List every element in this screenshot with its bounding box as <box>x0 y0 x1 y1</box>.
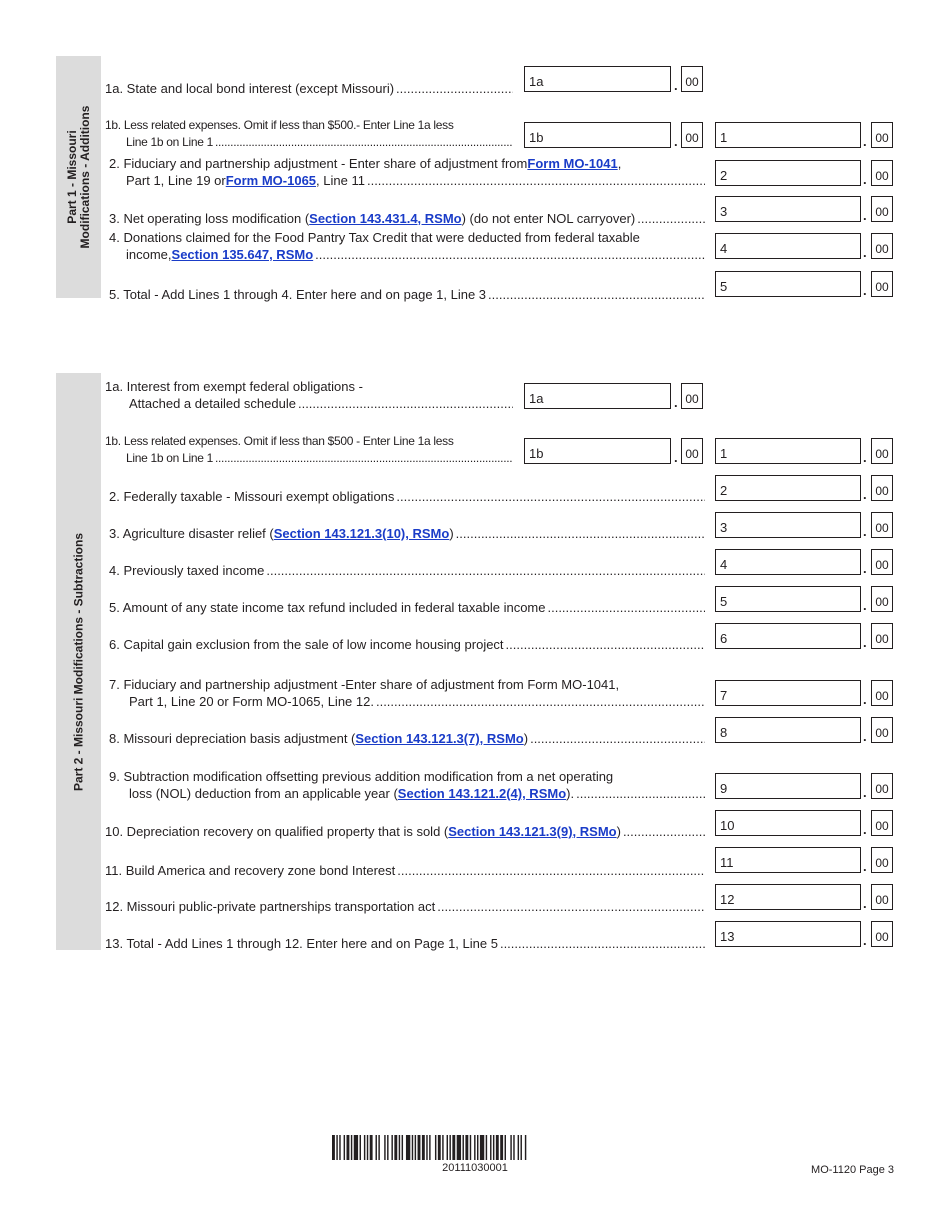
part2-line5-text: 5. Amount of any state income tax refund included in federal taxable income <box>109 600 546 615</box>
cents-text: 00 <box>875 280 889 294</box>
part2-line1b-text-l2: Line 1b on Line 1 <box>126 451 213 465</box>
part2-line1a-text-l1: 1a. Interest from exempt federal obligations - <box>105 379 363 394</box>
decimal-point: . <box>863 450 867 465</box>
part2-line7-text-l1: 7. Fiduciary and partnership adjustment -Enter share of adjustment from Form MO-1041, <box>109 677 620 692</box>
barcode-bar <box>500 1135 503 1160</box>
part2-line13-text: 13. Total - Add Lines 1 through 12. Enter here and on Page 1, Line 5 <box>105 936 498 951</box>
cents-text: 00 <box>875 893 889 907</box>
part2-line10-amount[interactable] <box>715 810 861 836</box>
cents-text: 00 <box>685 392 699 406</box>
barcode-bar <box>391 1135 392 1160</box>
section-135-647-link[interactable]: Section 135.647, RSMo <box>171 247 314 262</box>
barcode-bar <box>370 1135 373 1160</box>
part1-line5 <box>105 286 705 303</box>
decimal-point: . <box>674 134 678 149</box>
form-mo1065-link[interactable]: Form MO-1065 <box>225 173 317 188</box>
cents-text: 00 <box>685 131 699 145</box>
cents-text: 00 <box>875 856 889 870</box>
part2-line10 <box>105 823 705 840</box>
cents-text: 00 <box>875 484 889 498</box>
part1-line3-amount[interactable] <box>715 196 861 222</box>
part1-line1b <box>105 117 513 151</box>
part2-line1b-input[interactable] <box>524 438 671 464</box>
part2-line6-cents[interactable] <box>871 623 893 649</box>
part1-line2 <box>105 155 705 189</box>
part1-line1b-input[interactable] <box>524 122 671 148</box>
barcode-bar <box>402 1135 403 1160</box>
cents-text: 00 <box>875 558 889 572</box>
cents-text: 00 <box>875 782 889 796</box>
barcode-bar <box>442 1135 443 1160</box>
barcode-bar <box>474 1135 475 1160</box>
cents-text: 00 <box>875 595 889 609</box>
barcode-bar <box>332 1135 335 1160</box>
barcode-bar <box>496 1135 499 1160</box>
part2-line10-text: 10. Depreciation recovery on qualified property that is sold ( <box>105 824 449 839</box>
part2-line10-suffix: ) <box>616 824 621 839</box>
cents-text: 00 <box>685 447 699 461</box>
barcode-bar <box>477 1135 478 1160</box>
decimal-point: . <box>863 172 867 187</box>
part1-line4-text-l2: income, <box>126 247 172 262</box>
barcode-bar <box>415 1135 416 1160</box>
part2-line1a-cents[interactable] <box>681 383 703 409</box>
part1-line2-text-l2: Part 1, Line 19 or <box>126 173 226 188</box>
barcode-bar <box>336 1135 337 1160</box>
part2-line6-amount[interactable] <box>715 623 861 649</box>
part2-line2-cents[interactable] <box>871 475 893 501</box>
part2-line9-amount[interactable] <box>715 773 861 799</box>
part1-line3-label: 3 <box>720 204 728 219</box>
part2-line1b-cents[interactable] <box>681 438 703 464</box>
part1-line1b-cents[interactable] <box>681 122 703 148</box>
cents-text: 00 <box>875 242 889 256</box>
part1-line4-cents[interactable] <box>871 233 893 259</box>
part1-line3-text: 3. Net operating loss modification ( <box>109 211 310 226</box>
part2-line13-amount[interactable] <box>715 921 861 947</box>
decimal-point: . <box>863 785 867 800</box>
cents-text: 00 <box>875 447 889 461</box>
cents-text: 00 <box>685 75 699 89</box>
part1-line4-text-l1: 4. Donations claimed for the Food Pantry Tax Credit that were deducted from federal taxable <box>109 230 640 245</box>
barcode-bar <box>449 1135 450 1160</box>
part2-line3-cents[interactable] <box>871 512 893 538</box>
barcode-bar <box>399 1135 400 1160</box>
part2-line9-suffix: ). <box>566 786 575 801</box>
section-143-121-3-9-link[interactable]: Section 143.121.3(9), RSMo <box>448 824 617 839</box>
part2-line2-text: 2. Federally taxable - Missouri exempt obligations <box>109 489 395 504</box>
part2-line1a-text-l2: Attached a detailed schedule <box>129 396 296 411</box>
part2-line6-text: 6. Capital gain exclusion from the sale of low income housing project <box>109 637 504 652</box>
decimal-point: . <box>863 692 867 707</box>
part1-line5-label: 5 <box>720 279 728 294</box>
part1-line5-text: 5. Total - Add Lines 1 through 4. Enter here and on page 1, Line 3 <box>109 287 487 302</box>
barcode-bar <box>480 1135 484 1160</box>
decimal-point: . <box>674 395 678 410</box>
decimal-point: . <box>863 896 867 911</box>
barcode-bar <box>510 1135 511 1160</box>
part2-line5-cents[interactable] <box>871 586 893 612</box>
barcode-bar <box>493 1135 494 1160</box>
decimal-point: . <box>863 822 867 837</box>
cents-text: 00 <box>875 930 889 944</box>
part2-line1-cents[interactable] <box>871 438 893 464</box>
part2-line1-label: 1 <box>720 446 728 461</box>
barcode-bar <box>521 1135 522 1160</box>
part2-line1b-text-l1: 1b. Less related expenses. Omit if less than $500 - Enter Line 1a less <box>105 434 454 448</box>
decimal-point: . <box>863 933 867 948</box>
barcode-bar <box>463 1135 464 1160</box>
part2-line9-label: 9 <box>720 781 728 796</box>
part2-line9-text-l2: loss (NOL) deduction from an applicable year ( <box>129 786 398 801</box>
part1-line5-amount[interactable] <box>715 271 861 297</box>
decimal-point: . <box>863 283 867 298</box>
part2-line4-amount[interactable] <box>715 549 861 575</box>
part1-line1a <box>105 80 513 97</box>
barcode-bar <box>387 1135 388 1160</box>
barcode-bar <box>412 1135 413 1160</box>
part1-line2-text: 2. Fiduciary and partnership adjustment - Enter share of adjustment from <box>109 156 528 171</box>
part2-line3 <box>105 525 705 542</box>
barcode-number: 20111030001 <box>442 1162 508 1174</box>
part2-line3-label: 3 <box>720 520 728 535</box>
barcode-bar <box>426 1135 427 1160</box>
page-info: MO-1120 Page 3 <box>811 1164 894 1176</box>
barcode-bar <box>347 1135 350 1160</box>
part2-sidebar <box>56 373 101 950</box>
section-143-121-3-7-link[interactable]: Section 143.121.3(7), RSMo <box>355 731 524 746</box>
barcode-bar <box>490 1135 491 1160</box>
cents-text: 00 <box>875 819 889 833</box>
part2-line1a <box>105 378 513 412</box>
part2-line4-cents[interactable] <box>871 549 893 575</box>
decimal-point: . <box>863 859 867 874</box>
decimal-point: . <box>674 450 678 465</box>
part2-line7-label: 7 <box>720 688 728 703</box>
barcode-bar <box>367 1135 368 1160</box>
barcode-bar <box>418 1135 421 1160</box>
decimal-point: . <box>863 729 867 744</box>
part2-line13-label: 13 <box>720 929 735 944</box>
cents-text: 00 <box>875 689 889 703</box>
section-143-121-2-4-link[interactable]: Section 143.121.2(4), RSMo <box>397 786 567 801</box>
part2-line8-cents[interactable] <box>871 717 893 743</box>
part2-line11-cents[interactable] <box>871 847 893 873</box>
cents-text: 00 <box>875 726 889 740</box>
part1-sidebar-label <box>66 106 92 249</box>
part2-line12-text: 12. Missouri public-private partnerships transportation act <box>105 899 436 914</box>
decimal-point: . <box>863 598 867 613</box>
barcode-bar <box>378 1135 379 1160</box>
part1-line1a-box-label: 1a <box>529 74 544 89</box>
part1-line2-suffix: , <box>617 156 622 171</box>
barcode-bar <box>513 1135 514 1160</box>
part1-sidebar-label-line1: Part 1 - Missouri <box>64 130 79 224</box>
part2-line1a-input[interactable] <box>524 383 671 409</box>
part2-line2-label: 2 <box>720 483 728 498</box>
part1-line2-cents[interactable] <box>871 160 893 186</box>
part1-line3-suffix: ) (do not enter NOL carryover) <box>461 211 636 226</box>
part2-line9 <box>105 768 705 802</box>
part2-line8-text: 8. Missouri depreciation basis adjustment ( <box>109 731 356 746</box>
part1-line4 <box>105 229 705 263</box>
barcode-bar <box>505 1135 506 1160</box>
barcode-bar <box>394 1135 397 1160</box>
barcode-bar <box>447 1135 448 1160</box>
barcode-bar <box>518 1135 519 1160</box>
part2-line11-label: 11 <box>720 855 734 870</box>
part1-line1a-text: 1a. State and local bond interest (except Missouri) <box>105 81 395 96</box>
barcode-bar <box>429 1135 430 1160</box>
cents-text: 00 <box>875 521 889 535</box>
barcode-bar <box>360 1135 361 1160</box>
part1-line1-label: 1 <box>720 130 728 145</box>
part1-line1-amount[interactable] <box>715 122 861 148</box>
decimal-point: . <box>863 561 867 576</box>
part2-line12-cents[interactable] <box>871 884 893 910</box>
part2-line2 <box>105 488 705 505</box>
part2-line7-text-l2: Part 1, Line 20 or Form MO-1065, Line 12. <box>129 694 374 709</box>
cents-text: 00 <box>875 632 889 646</box>
part2-line4 <box>105 562 705 579</box>
part2-line1-amount[interactable] <box>715 438 861 464</box>
part1-line2-amount[interactable] <box>715 160 861 186</box>
section-143-431-4-link[interactable]: Section 143.431.4, RSMo <box>309 211 462 226</box>
part2-line6-label: 6 <box>720 631 728 646</box>
decimal-point: . <box>863 208 867 223</box>
barcode-bar <box>525 1135 526 1160</box>
part1-line4-amount[interactable] <box>715 233 861 259</box>
barcode-bar <box>465 1135 468 1160</box>
part2-line8 <box>105 730 705 747</box>
part2-line3-amount[interactable] <box>715 512 861 538</box>
part2-line6 <box>105 636 705 653</box>
part2-line10-cents[interactable] <box>871 810 893 836</box>
part2-line7-cents[interactable] <box>871 680 893 706</box>
part2-line13 <box>105 935 705 952</box>
decimal-point: . <box>674 78 678 93</box>
barcode-bar <box>351 1135 352 1160</box>
part2-line11-amount[interactable] <box>715 847 861 873</box>
part2-line11 <box>105 862 705 879</box>
section-143-121-3-10-link[interactable]: Section 143.121.3(10), RSMo <box>273 526 450 541</box>
part1-line1a-cents[interactable] <box>681 66 703 92</box>
barcode-bar <box>354 1135 358 1160</box>
part2-line12-amount[interactable] <box>715 884 861 910</box>
part1-line3-cents[interactable] <box>871 196 893 222</box>
part2-line9-text-l1: 9. Subtraction modification offsetting previous addition modification from a net operating <box>109 769 614 784</box>
part1-sidebar <box>56 56 101 298</box>
part2-line9-cents[interactable] <box>871 773 893 799</box>
part2-line10-label: 10 <box>720 818 735 833</box>
part2-line8-suffix: ) <box>523 731 529 746</box>
decimal-point: . <box>863 134 867 149</box>
part2-line5-label: 5 <box>720 594 728 609</box>
barcode-bar <box>438 1135 441 1160</box>
part2-line1b <box>105 433 513 467</box>
part1-line2-l2-suffix: , Line 11 <box>316 173 365 188</box>
part1-line1b-box-label: 1b <box>529 130 544 145</box>
part2-line12 <box>105 898 705 915</box>
part2-line4-label: 4 <box>720 557 728 572</box>
part2-line3-suffix: ) <box>449 526 454 541</box>
part2-line8-amount[interactable] <box>715 717 861 743</box>
decimal-point: . <box>863 635 867 650</box>
part2-line1b-box-label: 1b <box>529 446 544 461</box>
barcode-bar <box>457 1135 461 1160</box>
part1-line1b-text-l2: Line 1b on Line 1 <box>126 135 213 149</box>
part2-line7-amount[interactable] <box>715 680 861 706</box>
barcode-bar <box>406 1135 410 1160</box>
part1-sidebar-label-line2: Modifications - Additions <box>77 105 92 249</box>
form-mo1041-link[interactable]: Form MO-1041 <box>527 156 618 171</box>
part2-line8-label: 8 <box>720 725 728 740</box>
cents-text: 00 <box>875 205 889 219</box>
part2-line11-text: 11. Build America and recovery zone bond Interest <box>105 863 396 878</box>
part2-sidebar-label: Part 2 - Missouri Modifications - Subtractions <box>71 532 85 791</box>
barcode-bar <box>486 1135 487 1160</box>
part2-line13-cents[interactable] <box>871 921 893 947</box>
part1-line1a-input[interactable] <box>524 66 671 92</box>
barcode-bar <box>344 1135 345 1160</box>
part2-line12-label: 12 <box>720 892 735 907</box>
barcode-bar <box>452 1135 455 1160</box>
part1-line4-label: 4 <box>720 241 728 256</box>
part2-line5 <box>105 599 705 616</box>
decimal-point: . <box>863 245 867 260</box>
barcode-icon <box>332 1135 618 1160</box>
part2-line1a-box-label: 1a <box>529 391 544 406</box>
part2-line5-amount[interactable] <box>715 586 861 612</box>
part1-line5-cents[interactable] <box>871 271 893 297</box>
part2-line3-text: 3. Agriculture disaster relief ( <box>109 526 274 541</box>
barcode-bar <box>435 1135 436 1160</box>
barcode-bar <box>422 1135 425 1160</box>
part1-line1-cents[interactable] <box>871 122 893 148</box>
cents-text: 00 <box>875 131 889 145</box>
part1-line2-label: 2 <box>720 168 728 183</box>
barcode-bar <box>376 1135 377 1160</box>
barcode-bar <box>364 1135 365 1160</box>
part2-line2-amount[interactable] <box>715 475 861 501</box>
decimal-point: . <box>863 524 867 539</box>
cents-text: 00 <box>875 169 889 183</box>
barcode-bar <box>470 1135 471 1160</box>
decimal-point: . <box>863 487 867 502</box>
barcode-bar <box>384 1135 385 1160</box>
part2-line4-text: 4. Previously taxed income <box>109 563 265 578</box>
part1-line3 <box>105 210 705 227</box>
barcode-bar <box>339 1135 340 1160</box>
part2-line7 <box>105 676 705 710</box>
part1-line1b-text-l1: 1b. Less related expenses. Omit if less than $500.- Enter Line 1a less <box>105 118 454 132</box>
